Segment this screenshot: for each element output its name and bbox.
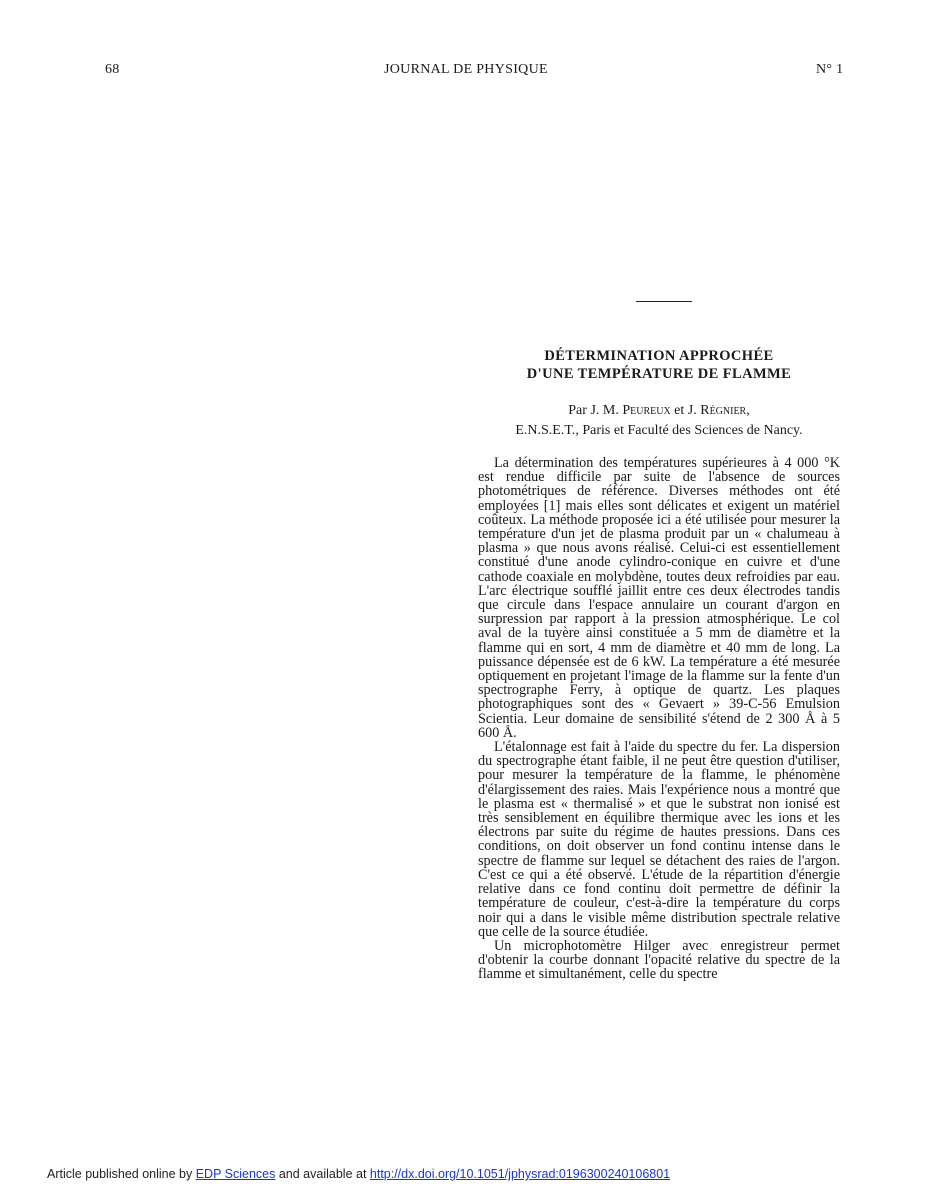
and-word: et [674, 403, 685, 418]
page-number: 68 [105, 62, 120, 77]
running-head: JOURNAL DE PHYSIQUE [384, 62, 548, 77]
footer-middle: and available at [275, 1167, 370, 1181]
doi-link[interactable]: http://dx.doi.org/10.1051/jphysrad:0196300240106801 [369, 1167, 671, 1181]
issue-number: N° 1 [816, 62, 844, 77]
paragraph-2: L'étalonnage est fait à l'aide du spectre du fer. La dispersion du spectrographe étant faible, il ne peut être question d'utiliser, pour mesurer la température de la flamme, le phénomène d'élargissement des raies. Mais l'expérience nous a montré que le plasma est « thermalisé » et que le substrat non ionisé est très sensiblement en équilibre thermique avec les ions et les électrons par suite du régime de hautes pressions. Dans ces conditions, on doit observer un fond continu intense dans le spectre de flamme sur lequel se détachent des raies de l'argon. C'est ce qui a été observé. L'étude de la répartition d'énergie relative dans ce fond continu doit permettre de définir la température de couleur, c'est-à-dire la température du corps noir qui a dans le visible même distribution spectrale relative que celle de la source étudiée. [478, 739, 840, 940]
affiliation: E.N.S.E.T., Paris et Faculté des Sciences de Nancy. [515, 423, 803, 438]
author-1: J. M. Peureux [590, 403, 671, 418]
paragraph-3: Un microphotomètre Hilger avec enregistreur permet d'obtenir la courbe donnant l'opacité relative du spectre de la flamme et simultanément, celle du spectre [478, 937, 840, 983]
paragraph-1: La détermination des températures supérieures à 4 000 °K est rendue difficile par suite de l'absence de sources photométriques de référence. Diverses méthodes ont été employées [1] mais elles sont délicates et exigent un matériel coûteux. La méthode proposée ici a été utilisée pour mesurer la température d'un jet de plasma produit par un « chalumeau à plasma » que nous avons réalisé. Celui-ci est essentiellement constitué d'une anode cylindro-conique en cuivre et d'une cathode coaxiale en molybdène, toutes deux refroidies par eau. L'arc électrique soufflé jaillit entre ces deux électrodes tandis que circule dans l'espace annulaire un courant d'argon en surpression par rapport à la pression atmosphérique. Le col aval de la tuyère ainsi constituée a 5 mm de diamètre et la flamme qui en sort, 4 mm de diamètre et 40 mm de long. La puissance dépensée est de 6 kW. La température a été mesurée optiquement en projetant l'image de la flamme sur la fente d'un spectrographe Ferry, à optique de quartz. Les plaques photographiques sont des « Gevaert » 39-C-56 Emulsion Scientia. Leur domaine de sensibilité s'étend de 2 300 Å à 5 600 Å. [478, 455, 840, 741]
article-title-line-1: DÉTERMINATION APPROCHÉE [544, 348, 774, 364]
publication-footer [47, 1167, 670, 1181]
publisher-link[interactable]: EDP Sciences [195, 1167, 276, 1181]
author-2: J. Régnier [687, 403, 747, 418]
footer-prefix: Article published online by [47, 1167, 196, 1181]
article-body [478, 456, 840, 982]
author-line: Par J. M. Peureux et J. Régnier, [568, 403, 750, 418]
section-rule [636, 301, 692, 302]
article-title-line-2: D'UNE TEMPÉRATURE DE FLAMME [526, 366, 792, 382]
by-word: Par [568, 403, 587, 418]
